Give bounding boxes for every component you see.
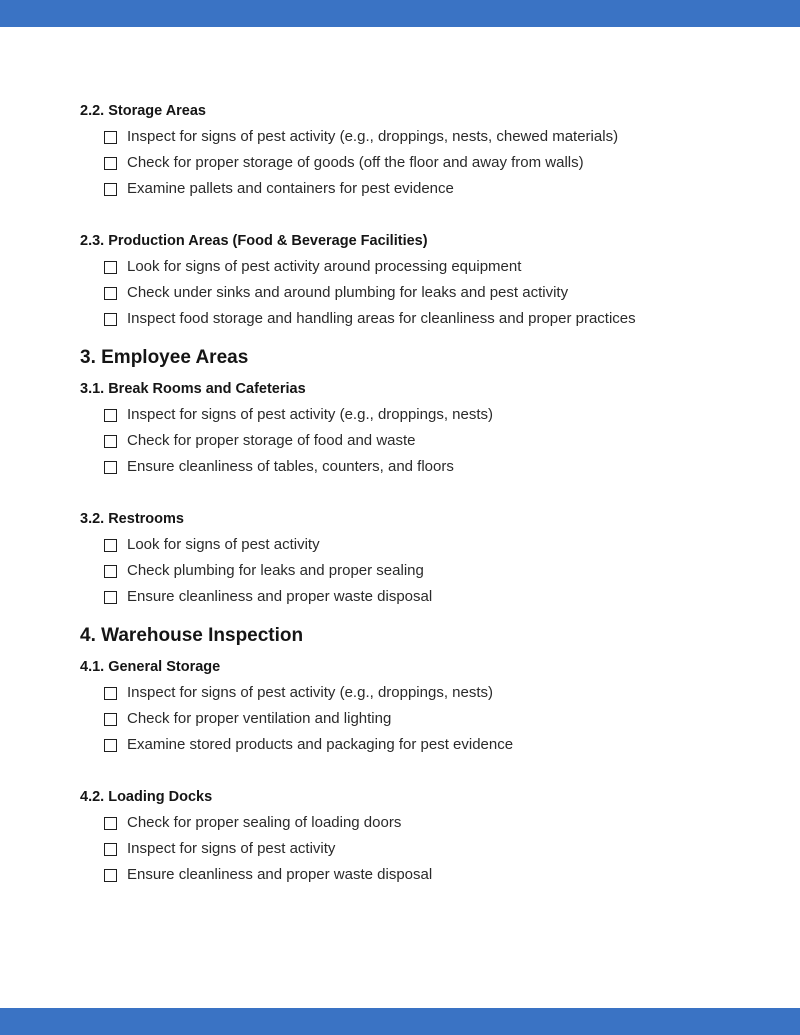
- subsection-heading: 4.1. General Storage: [80, 659, 221, 675]
- checklist-subsection: [80, 376, 740, 480]
- checklist-item-label: Examine pallets and containers for pest evidence: [127, 180, 454, 197]
- checkbox-empty-icon[interactable]: [104, 843, 117, 856]
- checklist-item: [80, 584, 740, 610]
- checklist-item: [80, 428, 740, 454]
- checkbox-empty-icon[interactable]: [104, 313, 117, 326]
- checkbox-empty-icon[interactable]: [104, 739, 117, 752]
- checklist-item-label: Ensure cleanliness and proper waste disposal: [127, 866, 433, 883]
- section-heading: 4. Warehouse Inspection: [80, 625, 304, 646]
- checkbox-empty-icon[interactable]: [104, 409, 117, 422]
- checklist-subsection: [80, 506, 740, 610]
- checklist-item-label: Inspect for signs of pest activity: [127, 840, 336, 857]
- checklist-item: [80, 280, 740, 306]
- checklist-item: [80, 862, 740, 888]
- checkbox-empty-icon[interactable]: [104, 565, 117, 578]
- checklist-item-label: Look for signs of pest activity: [127, 536, 320, 553]
- checklist-subsection: [80, 228, 740, 332]
- checkbox-empty-icon[interactable]: [104, 869, 117, 882]
- checklist-item: [80, 254, 740, 280]
- checkbox-empty-icon[interactable]: [104, 461, 117, 474]
- checklist-item: [80, 176, 740, 202]
- checklist-item-label: Check plumbing for leaks and proper sealing: [127, 562, 424, 579]
- header-accent-bar: [0, 0, 800, 27]
- checklist-item-label: Look for signs of pest activity around processing equipment: [127, 258, 522, 275]
- checklist-item-label: Check under sinks and around plumbing for leaks and pest activity: [127, 284, 569, 301]
- checklist-item: [80, 124, 740, 150]
- checklist-item: [80, 150, 740, 176]
- subsection-heading: 2.2. Storage Areas: [80, 103, 206, 119]
- checklist-item-label: Check for proper sealing of loading doors: [127, 814, 402, 831]
- checklist-item: [80, 558, 740, 584]
- checklist-item-label: Inspect for signs of pest activity (e.g., droppings, nests): [127, 684, 494, 701]
- checkbox-empty-icon[interactable]: [104, 435, 117, 448]
- checkbox-empty-icon[interactable]: [104, 817, 117, 830]
- checkbox-empty-icon[interactable]: [104, 131, 117, 144]
- subsection-heading: 4.2. Loading Docks: [80, 789, 213, 805]
- checkbox-empty-icon[interactable]: [104, 713, 117, 726]
- subsection-heading: 3.2. Restrooms: [80, 511, 184, 527]
- checklist-item-label: Check for proper storage of food and waste: [127, 432, 416, 449]
- checklist-subsection: [80, 784, 740, 888]
- footer-accent-bar: [0, 1008, 800, 1035]
- checklist-item-label: Ensure cleanliness and proper waste disposal: [127, 588, 433, 605]
- checklist-item: [80, 532, 740, 558]
- checklist-item-label: Inspect for signs of pest activity (e.g., droppings, nests, chewed materials): [127, 128, 619, 145]
- checklist-item: [80, 402, 740, 428]
- checklist-item: [80, 680, 740, 706]
- checklist-document: [80, 98, 740, 888]
- checklist-subsection: [80, 98, 740, 202]
- checklist-item: [80, 732, 740, 758]
- checkbox-empty-icon[interactable]: [104, 687, 117, 700]
- checklist-item-label: Inspect food storage and handling areas for cleanliness and proper practices: [127, 310, 636, 327]
- checkbox-empty-icon[interactable]: [104, 261, 117, 274]
- checkbox-empty-icon[interactable]: [104, 591, 117, 604]
- checklist-item: [80, 810, 740, 836]
- checklist-subsection: [80, 654, 740, 758]
- checklist-item: [80, 454, 740, 480]
- checklist-item: [80, 706, 740, 732]
- subsection-heading: 2.3. Production Areas (Food & Beverage Facilities): [80, 233, 428, 249]
- checklist-item-label: Examine stored products and packaging for pest evidence: [127, 736, 514, 753]
- checkbox-empty-icon[interactable]: [104, 287, 117, 300]
- checklist-item-label: Ensure cleanliness of tables, counters, and floors: [127, 458, 454, 475]
- checklist-item-label: Check for proper ventilation and lighting: [127, 710, 392, 727]
- checkbox-empty-icon[interactable]: [104, 183, 117, 196]
- section-heading: 3. Employee Areas: [80, 347, 249, 368]
- checklist-item: [80, 836, 740, 862]
- checkbox-empty-icon[interactable]: [104, 539, 117, 552]
- checklist-item-label: Check for proper storage of goods (off the floor and away from walls): [127, 154, 584, 171]
- subsection-heading: 3.1. Break Rooms and Cafeterias: [80, 381, 306, 397]
- checklist-item: [80, 306, 740, 332]
- checklist-item-label: Inspect for signs of pest activity (e.g., droppings, nests): [127, 406, 494, 423]
- checkbox-empty-icon[interactable]: [104, 157, 117, 170]
